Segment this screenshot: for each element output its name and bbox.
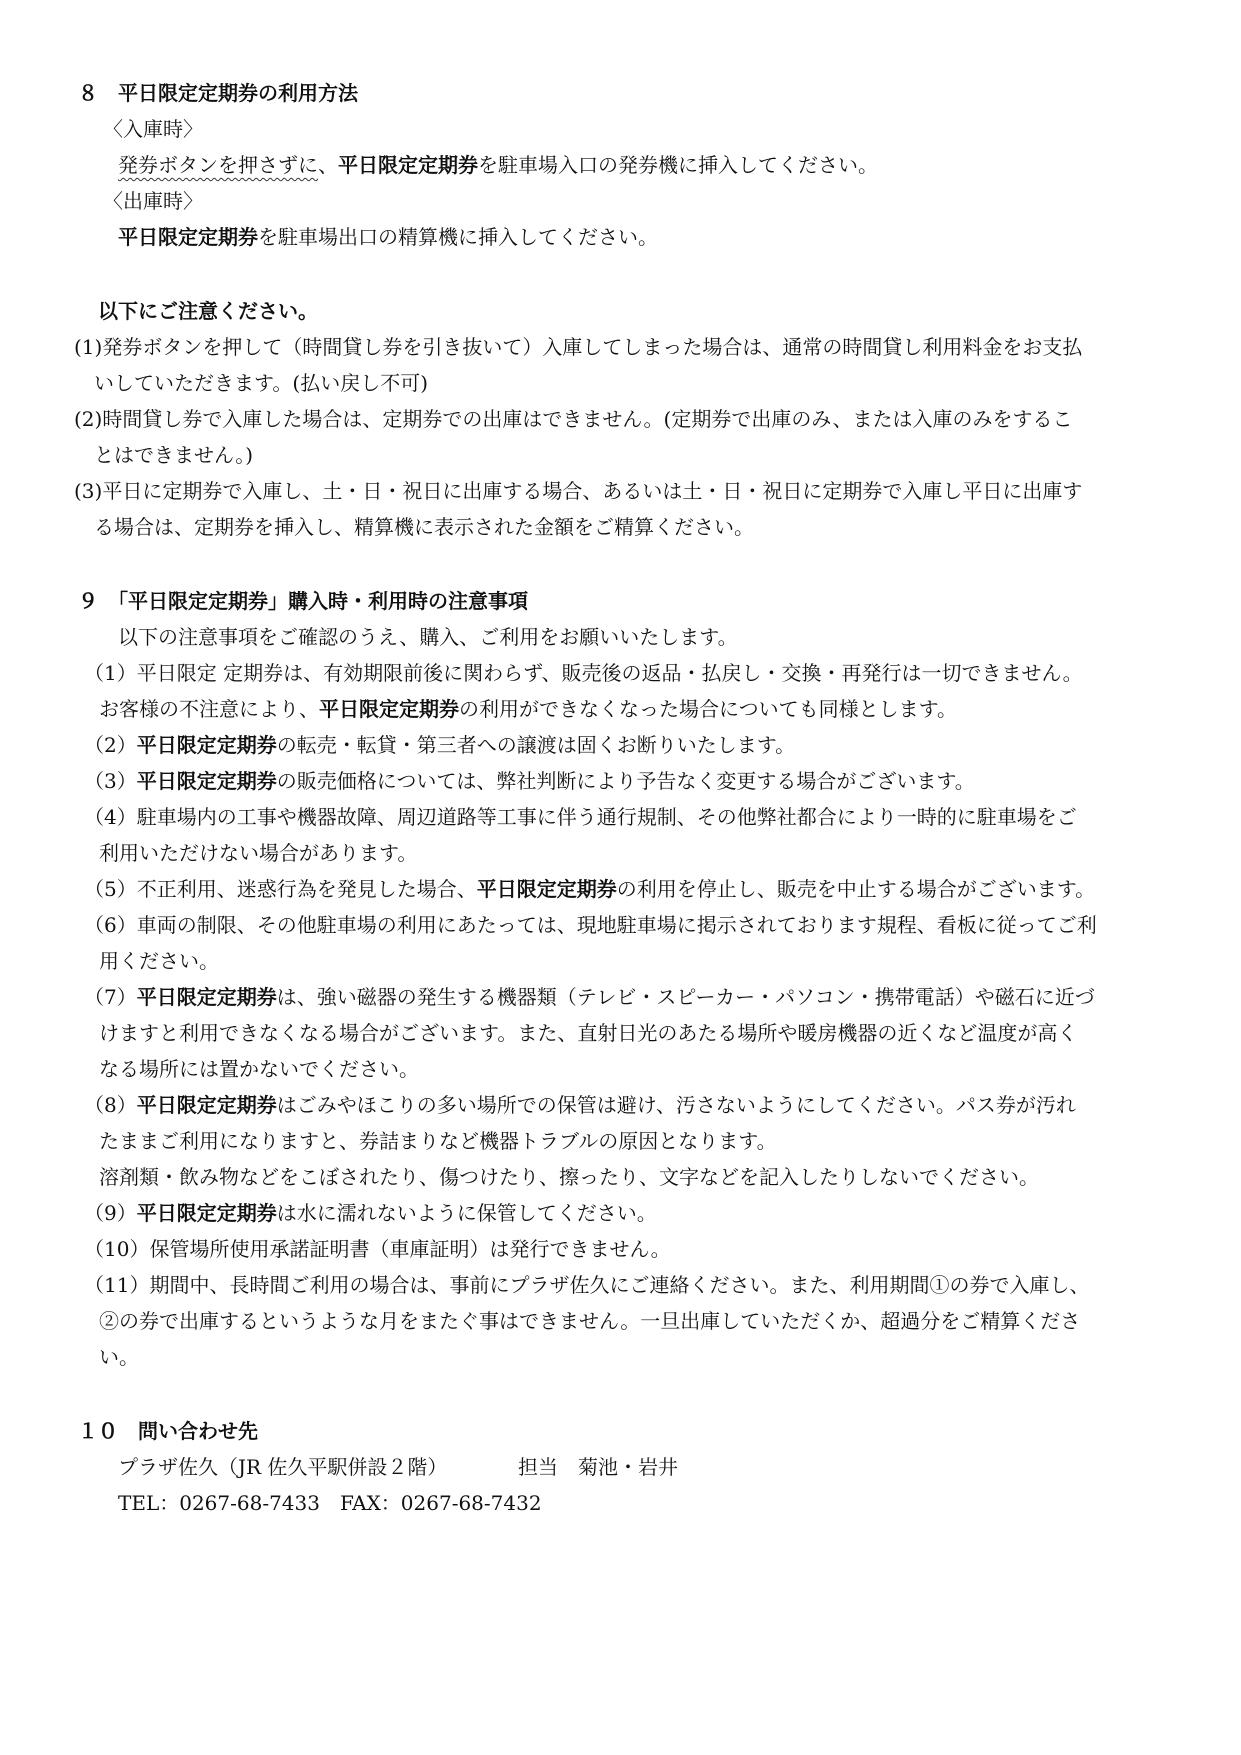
item-3-post: の販売価格については、弊社判断により予告なく変更する場合がございます。: [276, 769, 975, 793]
contact-phone-fax: TEL：0267-68-7433 FAX：0267-68-7432: [118, 1491, 542, 1515]
item-8a-ticket: 平日限定定期券: [136, 1093, 277, 1117]
item-3: [84, 768, 975, 794]
caution-3a: (3)平日に定期券で入庫し、土・日・祝日に出庫する場合、あるいは土・日・祝日に定期券で入庫し平日に出庫す: [74, 479, 1083, 503]
item-4a: （4）駐車場内の工事や機器故障、周辺道路等工事に伴う通行規制、その他弊社都合により一時的に駐車場をご: [84, 805, 1077, 829]
item-2-num: （2）: [84, 733, 137, 757]
item-3-ticket: 平日限定定期券: [136, 769, 277, 793]
item-11a: （11）期間中、長時間ご利用の場合は、事前にプラザ佐久にご連絡ください。また、利用期間①の券で入庫し、: [84, 1273, 1090, 1297]
section-9-heading: ９ 「平日限定定期券」購入時・利用時の注意事項: [78, 589, 528, 613]
caution-3b: る場合は、定期券を挿入し、精算機に表示された金額をご精算ください。: [94, 515, 754, 539]
item-2: [84, 732, 795, 758]
caution-1a: (1)発券ボタンを押して（時間貸し券を引き抜いて）入庫してしまった場合は、通常の時間貸し利用料金をお支払: [74, 335, 1083, 359]
item-7a-ticket: 平日限定定期券: [136, 985, 277, 1009]
entry-instruction: [118, 152, 878, 178]
caution-2b: とはできません。): [94, 443, 254, 467]
item-1b: [99, 696, 957, 722]
section-10-heading: １０ 問い合わせ先: [78, 1419, 258, 1443]
exit-instruction-rest: を駐車場出口の精算機に挿入してください。: [258, 225, 658, 249]
contact-staff: 担当 菊池・岩井: [518, 1455, 678, 1479]
item-7a-num: （7）: [84, 985, 137, 1009]
item-5: [84, 876, 1095, 902]
item-7c: なる場所には置かないでください。: [99, 1057, 419, 1081]
item-1b-post: の利用ができなくなった場合についても同様とします。: [459, 697, 957, 721]
item-6a: （6）車両の制限、その他駐車場の利用にあたっては、現地駐車場に掲示されております規程、看板に従ってご利: [84, 913, 1097, 937]
item-1b-pre: お客様の不注意により、: [99, 697, 319, 721]
item-7a: [84, 984, 1095, 1010]
item-9-ticket: 平日限定定期券: [136, 1201, 277, 1225]
item-7b: けますと利用できなくなる場合がございます。また、直射日光のあたる場所や暖房機器の近くなど温度が高く: [99, 1021, 1078, 1045]
item-9-num: （9）: [84, 1201, 137, 1225]
item-8a-num: （8）: [84, 1093, 137, 1117]
item-8b: たままご利用になりますと、券詰まりなど機器トラブルの原因となります。: [99, 1129, 777, 1153]
caution-2a: (2)時間貸し券で入庫した場合は、定期券での出庫はできません。(定期券で出庫のみ、または入庫のみをするこ: [74, 407, 1073, 431]
item-8c: 溶剤類・飲み物などをこぼされたり、傷つけたり、擦ったり、文字などを記入したりしないでください。: [99, 1165, 1039, 1189]
exit-label: 〈出庫時〉: [103, 189, 203, 213]
item-11b: ②の券で出庫するというような月をまたぐ事はできません。一旦出庫していただくか、超過分をご精算くださ: [99, 1309, 1081, 1333]
item-1a: （1）平日限定 定期券は、有効期限前後に関わらず、販売後の返品・払戻し・交換・再発行は一切できません。: [84, 661, 1083, 685]
item-6b: 用ください。: [99, 949, 219, 973]
item-9: [84, 1200, 657, 1226]
item-2-post: の転売・転貸・第三者への譲渡は固くお断りいたします。: [276, 733, 796, 757]
exit-instruction: [118, 224, 658, 250]
section-8-heading: ８ 平日限定定期券の利用方法: [78, 81, 358, 105]
item-9-post: は水に濡れないように保管してください。: [276, 1201, 657, 1225]
item-5-ticket: 平日限定定期券: [476, 877, 617, 901]
entry-instruction-underlined: 発券ボタンを押さずに: [118, 153, 318, 177]
contact-place: プラザ佐久（JR 佐久平駅併設２階）: [118, 1455, 448, 1479]
item-5-post: の利用を停止し、販売を中止する場合がございます。: [616, 877, 1096, 901]
entry-label: 〈入庫時〉: [103, 117, 203, 141]
item-5-pre: （5）不正利用、迷惑行為を発見した場合、: [84, 877, 477, 901]
section-9-intro: 以下の注意事項をご確認のうえ、購入、ご利用をお願いいたします。: [118, 625, 738, 649]
item-3-num: （3）: [84, 769, 137, 793]
item-8a-post: はごみやほこりの多い場所での保管は避け、汚さないようにしてください。パス券が汚れ: [276, 1093, 1076, 1117]
entry-instruction-ticket: 平日限定定期券: [338, 153, 478, 177]
entry-instruction-comma: 、: [318, 153, 338, 177]
item-8a: [84, 1092, 1076, 1118]
item-11c: い。: [99, 1345, 139, 1369]
item-10: （10）保管場所使用承諾証明書（車庫証明）は発行できません。: [84, 1237, 671, 1261]
item-4b: 利用いただけない場合があります。: [99, 841, 418, 865]
item-1b-ticket: 平日限定定期券: [319, 697, 459, 721]
item-7a-post: は、強い磁器の発生する機器類（テレビ・スピーカー・パソコン・携帯電話）や磁石に近づ: [276, 985, 1095, 1009]
exit-instruction-ticket: 平日限定定期券: [118, 225, 258, 249]
item-2-ticket: 平日限定定期券: [136, 733, 277, 757]
caution-1b: いしていただきます。(払い戻し不可): [94, 371, 429, 395]
caution-heading: 以下にご注意ください。: [98, 299, 318, 323]
entry-instruction-rest: を駐車場入口の発券機に挿入してください。: [478, 153, 878, 177]
